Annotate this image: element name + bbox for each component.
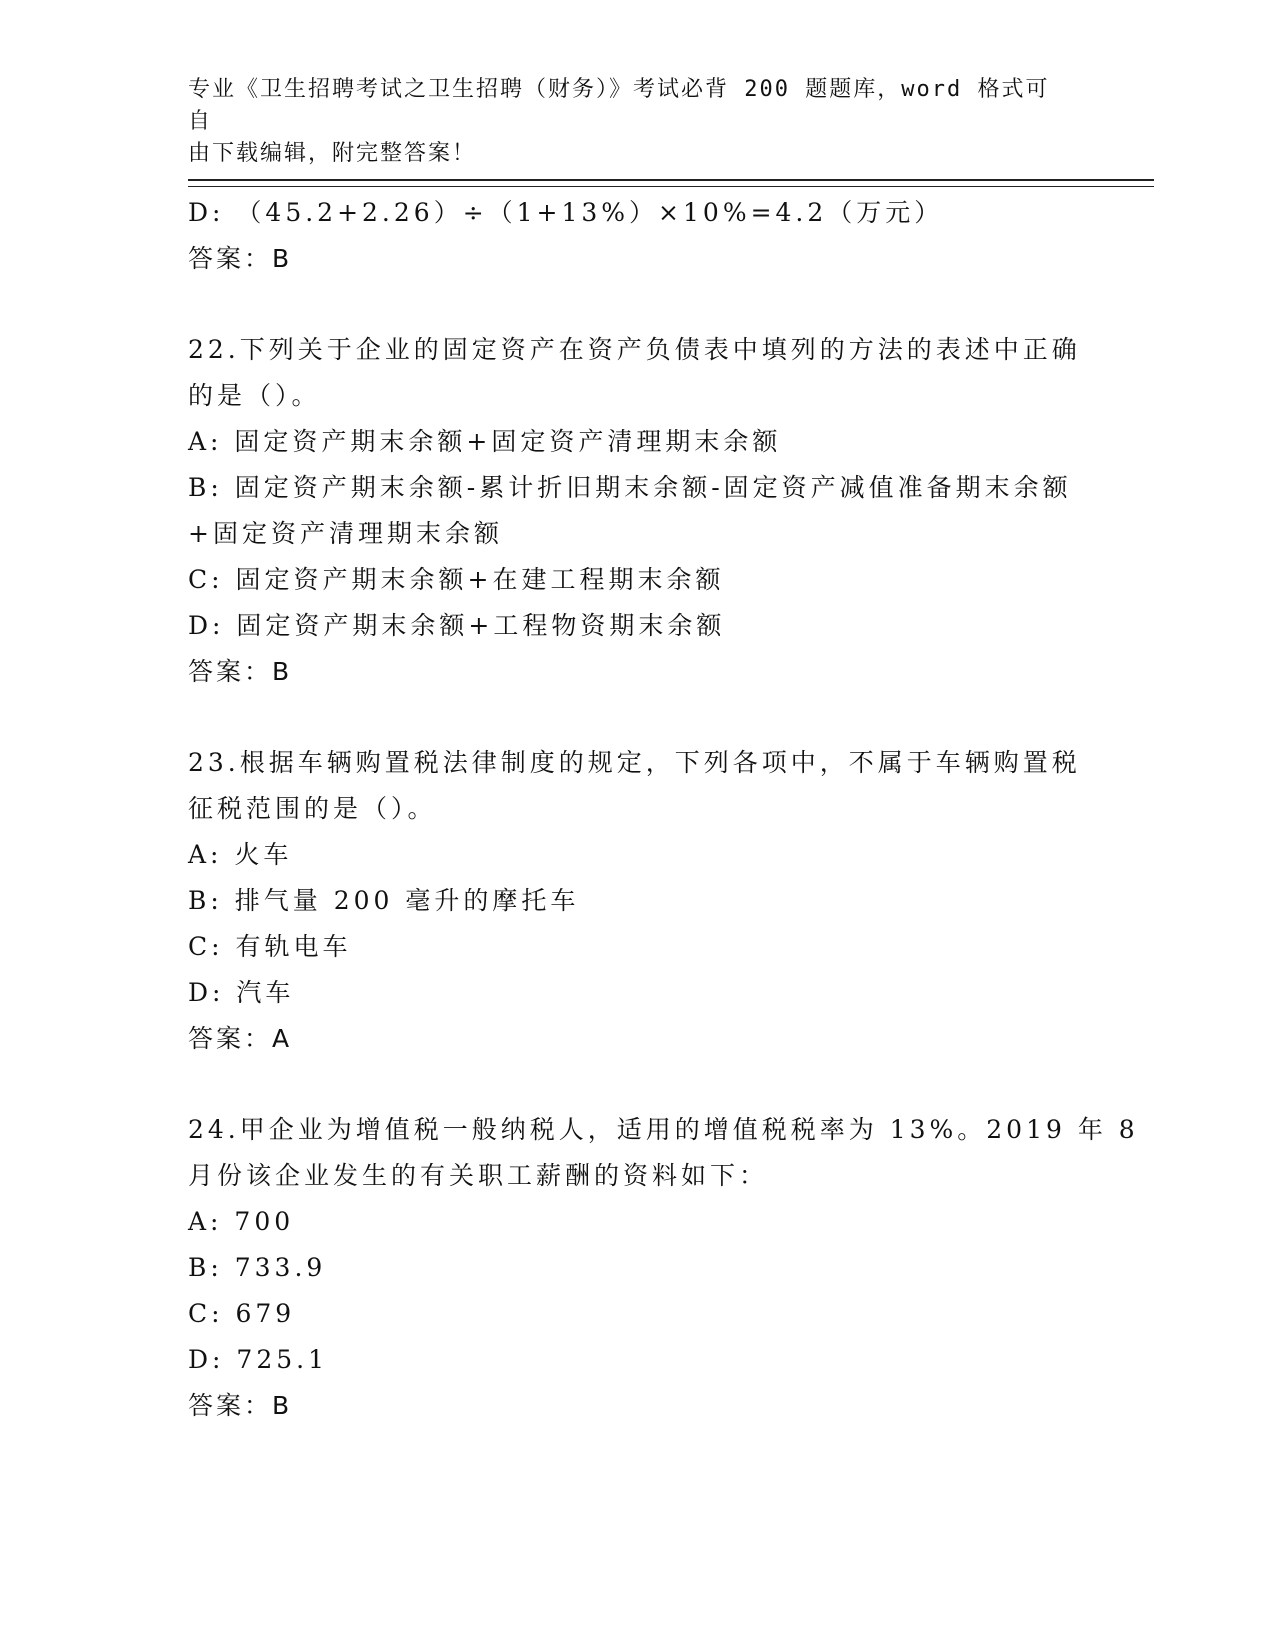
option-d: D: 固定资产期末余额+工程物资期末余额 bbox=[188, 611, 726, 640]
header-divider-thin bbox=[188, 186, 1154, 187]
question-23 bbox=[188, 740, 1088, 1062]
option-c: C: 固定资产期末余额+在建工程期末余额 bbox=[188, 565, 725, 594]
header-line-2: 由下载编辑，附完整答案！ bbox=[188, 141, 477, 166]
header-line-1: 专业《卫生招聘考试之卫生招聘（财务）》考试必背 200 题题库，word 格式可自 bbox=[188, 77, 1050, 134]
answer-line: 答案：B bbox=[188, 244, 293, 273]
answer-line: 答案：A bbox=[188, 1024, 293, 1053]
option-d: D: 汽车 bbox=[188, 978, 295, 1007]
option-c: C: 679 bbox=[188, 1299, 296, 1328]
question-22 bbox=[188, 327, 1088, 695]
question-stem-cont: 月份该企业发生的有关职工薪酬的资料如下： bbox=[188, 1161, 769, 1190]
option-b: B: 固定资产期末余额-累计折旧期末余额-固定资产减值准备期末余额 bbox=[188, 473, 1072, 502]
option-d: D: （45.2+2.26）÷（1+13%）×10%=4.2（万元） bbox=[188, 198, 944, 227]
question-stem: 22.下列关于企业的固定资产在资产负债表中填列的方法的表述中正确 bbox=[188, 335, 1081, 364]
answer-line: 答案：B bbox=[188, 1391, 293, 1420]
option-b: B: 733.9 bbox=[188, 1253, 327, 1282]
answer-line: 答案：B bbox=[188, 657, 293, 686]
option-c: C: 有轨电车 bbox=[188, 932, 352, 961]
question-stem-cont: 征税范围的是（）。 bbox=[188, 794, 437, 823]
question-stem: 23.根据车辆购置税法律制度的规定，下列各项中，不属于车辆购置税 bbox=[188, 748, 1081, 777]
header-divider-thick bbox=[188, 179, 1154, 181]
previous-question-tail bbox=[188, 190, 1088, 282]
option-d: D: 725.1 bbox=[188, 1345, 328, 1374]
option-a: A: 火车 bbox=[188, 840, 293, 869]
option-b: B: 排气量 200 毫升的摩托车 bbox=[188, 886, 580, 915]
option-a: A: 700 bbox=[188, 1207, 295, 1236]
question-stem: 24.甲企业为增值税一般纳税人，适用的增值税税率为 13%。2019 年 8 bbox=[188, 1115, 1139, 1144]
option-b-cont: +固定资产清理期末余额 bbox=[188, 519, 503, 548]
option-a: A: 固定资产期末余额+固定资产清理期末余额 bbox=[188, 427, 782, 456]
document-header bbox=[188, 74, 1068, 170]
question-24 bbox=[188, 1107, 1139, 1429]
question-list bbox=[188, 190, 1139, 1429]
question-stem-cont: 的是（）。 bbox=[188, 381, 321, 410]
